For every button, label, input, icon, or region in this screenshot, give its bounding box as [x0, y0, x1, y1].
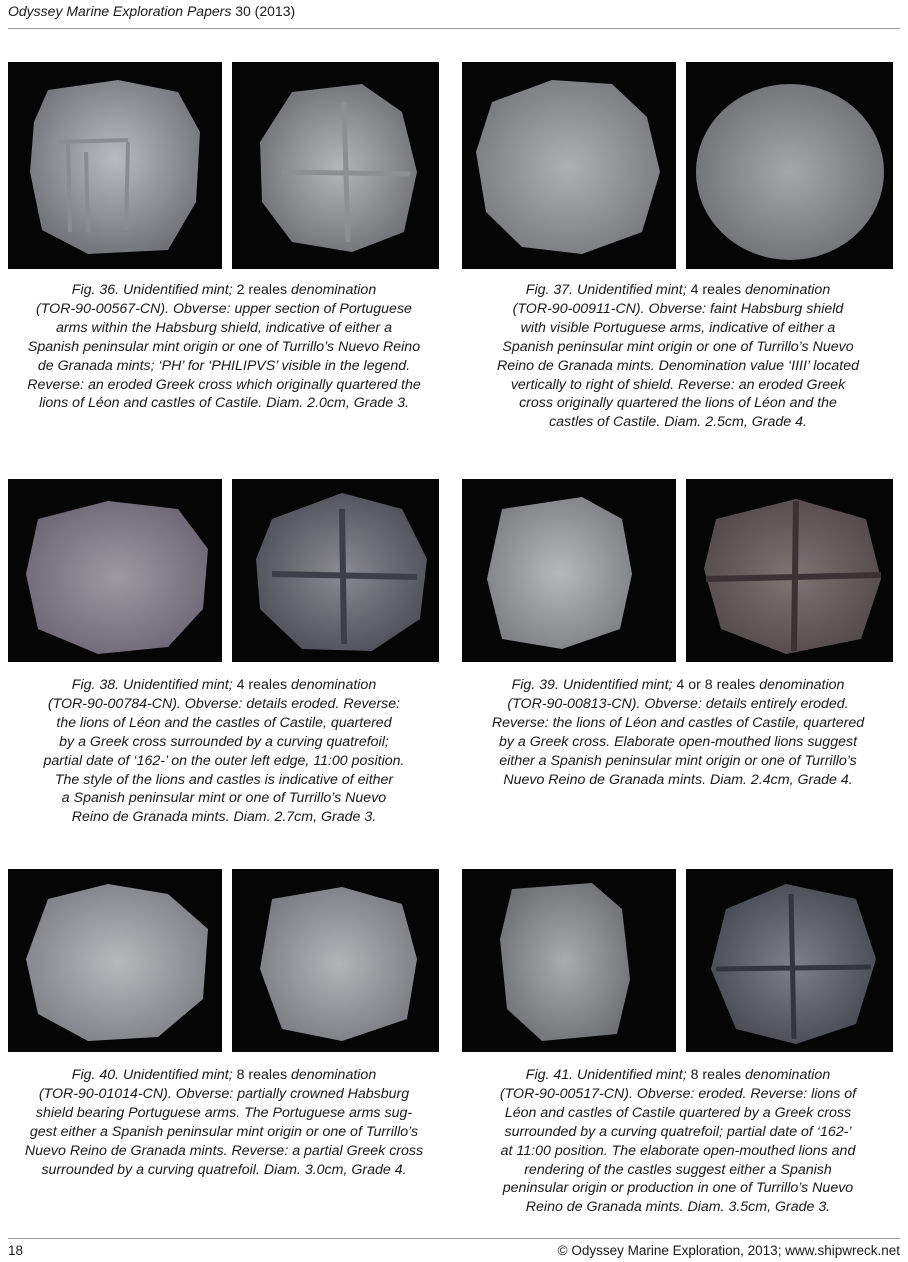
denomination-text: 8	[236, 1067, 245, 1083]
header-rule	[8, 28, 900, 29]
caption-text: Spanish peninsular mint origin or one of Turrillo’s Nuevo	[502, 338, 854, 355]
denomination-text: reales	[244, 1067, 288, 1083]
caption-text: either a Spanish peninsular mint origin or one of Turrillo’s	[499, 752, 857, 769]
fig37-obverse-photo	[462, 62, 676, 269]
caption-text: denomination	[755, 677, 845, 693]
denomination-text: reales	[698, 1067, 742, 1083]
page-number: 18	[8, 1243, 24, 1258]
caption-line	[460, 338, 896, 357]
caption-text: de Granada mints; ‘PH’ for ‘PHILIPVS’ visible in the legend.	[37, 357, 411, 374]
caption-line	[460, 1104, 896, 1123]
fig41-caption	[460, 1066, 896, 1217]
caption-text: with visible Portuguese arms, indicative of either a	[520, 319, 836, 336]
caption-text: surrounded by a curving quatrefoil; partial date of ‘162-’	[504, 1123, 852, 1140]
fig39-obverse-photo	[462, 479, 676, 662]
caption-text: Léon and castles of Castile quartered by a Greek cross	[504, 1104, 852, 1121]
caption-line	[6, 1104, 442, 1123]
caption-text: Reverse: the lions of Léon and castles of Castile, quartered	[491, 714, 865, 731]
denomination-text: 4	[236, 677, 245, 693]
fig38-caption	[6, 676, 442, 827]
caption-line	[460, 752, 896, 771]
caption-line	[6, 676, 442, 695]
caption-line	[460, 733, 896, 752]
caption-line	[6, 319, 442, 338]
caption-line	[6, 714, 442, 733]
fig39-caption	[460, 676, 896, 789]
caption-text: Fig. 39. Unidentified mint;	[511, 677, 677, 693]
caption-text: Fig. 40. Unidentified mint;	[71, 1067, 237, 1083]
caption-text: Fig. 41. Unidentified mint;	[525, 1067, 691, 1083]
caption-text: (TOR-90-00567-CN). Obverse: upper section of Portuguese	[36, 300, 412, 317]
denomination-text: reales	[698, 282, 742, 298]
caption-line	[6, 1085, 442, 1104]
denomination-text: reales	[712, 677, 756, 693]
caption-text: shield bearing Portuguese arms. The Portuguese arms sug-	[35, 1104, 413, 1121]
caption-text: at 11:00 position. The elaborate open-mouthed lions and	[500, 1142, 856, 1159]
footer-rule	[8, 1238, 900, 1239]
caption-line	[460, 300, 896, 319]
caption-line	[6, 281, 442, 300]
caption-text: (TOR-90-01014-CN). Obverse: partially crowned Habsburg	[38, 1085, 410, 1102]
denomination-text: reales	[244, 282, 288, 298]
denomination-text: 4	[690, 282, 699, 298]
caption-line	[460, 1085, 896, 1104]
fig39-reverse-photo	[686, 479, 893, 662]
caption-text: The style of the lions and castles is indicative of either	[54, 771, 394, 788]
journal-title: Odyssey Marine Exploration Papers	[8, 3, 232, 19]
caption-line	[6, 1142, 442, 1161]
denomination-text: 8	[690, 1067, 699, 1083]
caption-line	[6, 752, 442, 771]
caption-text: Fig. 37. Unidentified mint;	[525, 282, 691, 298]
denomination-text: 2	[236, 282, 245, 298]
caption-line	[6, 376, 442, 395]
caption-line	[6, 1123, 442, 1142]
caption-text: denomination	[741, 1067, 831, 1083]
denomination-text: 4 or 8	[676, 677, 713, 693]
caption-line	[460, 771, 896, 790]
running-header	[8, 3, 295, 19]
caption-line	[460, 281, 896, 300]
fig37-reverse-photo	[686, 62, 893, 269]
caption-line	[6, 1161, 442, 1180]
caption-line	[460, 376, 896, 395]
caption-text: vertically to right of shield. Reverse: an eroded Greek	[510, 376, 846, 393]
fig40-reverse-photo	[232, 869, 439, 1052]
caption-text: (TOR-90-00517-CN). Obverse: eroded. Reverse: lions of	[499, 1085, 857, 1102]
caption-line	[460, 394, 896, 413]
caption-text: rendering of the castles suggest either a Spanish	[524, 1161, 832, 1178]
fig36-obverse-photo	[8, 62, 222, 269]
caption-text: a Spanish peninsular mint or one of Turrillo’s Nuevo	[61, 790, 387, 807]
caption-line	[460, 413, 896, 432]
caption-text: by a Greek cross. Elaborate open-mouthed lions suggest	[498, 733, 858, 750]
caption-text: denomination	[741, 282, 831, 298]
caption-text: surrounded by a curving quatrefoil. Diam. 3.0cm, Grade 4.	[41, 1161, 407, 1178]
caption-text: Reverse: an eroded Greek cross which originally quartered the	[27, 376, 421, 393]
fig37-caption	[460, 281, 896, 432]
caption-text: lions of Léon and castles of Castile. Diam. 2.0cm, Grade 3.	[39, 395, 409, 412]
caption-line	[460, 714, 896, 733]
journal-issue: 30 (2013)	[235, 3, 296, 19]
caption-text: (TOR-90-00813-CN). Obverse: details entirely eroded.	[507, 695, 849, 712]
caption-text: Reino de Granada mints. Diam. 2.7cm, Grade 3.	[71, 809, 377, 826]
caption-text: Reino de Granada mints. Denomination value ‘IIII’ located	[497, 357, 859, 374]
fig36-caption	[6, 281, 442, 413]
fig40-caption	[6, 1066, 442, 1179]
fig40-obverse-photo	[8, 869, 222, 1052]
caption-line	[6, 300, 442, 319]
caption-text: castles of Castile. Diam. 2.5cm, Grade 4.	[549, 414, 807, 431]
caption-line	[460, 1179, 896, 1198]
caption-text: Nuevo Reino de Granada mints. Diam. 2.4cm, Grade 4.	[503, 771, 853, 788]
caption-line	[6, 338, 442, 357]
caption-text: gest either a Spanish peninsular mint origin or one of Turrillo’s	[29, 1123, 419, 1140]
caption-line	[6, 733, 442, 752]
caption-line	[460, 1066, 896, 1085]
caption-text: cross originally quartered the lions of Léon and the	[519, 395, 837, 412]
fig38-reverse-photo	[232, 479, 439, 662]
caption-line	[460, 1198, 896, 1217]
caption-text: arms within the Habsburg shield, indicative of either a	[56, 319, 392, 336]
caption-line	[460, 676, 896, 695]
fig38-obverse-photo	[8, 479, 222, 662]
caption-text: denomination	[287, 677, 377, 693]
caption-text: denomination	[287, 282, 377, 298]
caption-line	[6, 789, 442, 808]
caption-text: peninsular origin or production in one of Turrillo’s Nuevo	[502, 1180, 854, 1197]
caption-text: denomination	[287, 1067, 377, 1083]
caption-line	[6, 357, 442, 376]
caption-line	[460, 357, 896, 376]
copyright-notice: © Odyssey Marine Exploration, 2013; www.shipwreck.net	[557, 1243, 900, 1258]
caption-text: partial date of ‘162-’ on the outer left edge, 11:00 position.	[43, 752, 405, 769]
caption-line	[460, 1161, 896, 1180]
caption-line	[460, 1123, 896, 1142]
caption-line	[6, 808, 442, 827]
caption-text: Nuevo Reino de Granada mints. Reverse: a partial Greek cross	[24, 1142, 424, 1159]
caption-line	[6, 1066, 442, 1085]
caption-text: the lions of Léon and the castles of Castile, quartered	[56, 714, 392, 731]
caption-text: Reino de Granada mints. Diam. 3.5cm, Grade 3.	[525, 1199, 831, 1216]
caption-line	[6, 394, 442, 413]
caption-text: by a Greek cross surrounded by a curving quatrefoil;	[59, 733, 389, 750]
caption-line	[6, 771, 442, 790]
caption-line	[6, 695, 442, 714]
caption-text: (TOR-90-00784-CN). Obverse: details eroded. Reverse:	[47, 695, 401, 712]
fig41-reverse-photo	[686, 869, 893, 1052]
caption-line	[460, 319, 896, 338]
fig41-obverse-photo	[462, 869, 676, 1052]
fig36-reverse-photo	[232, 62, 439, 269]
caption-text: Spanish peninsular mint origin or one of Turrillo’s Nuevo Reino	[27, 338, 421, 355]
caption-text: Fig. 38. Unidentified mint;	[71, 677, 237, 693]
caption-text: Fig. 36. Unidentified mint;	[71, 282, 237, 298]
caption-line	[460, 695, 896, 714]
denomination-text: reales	[244, 677, 288, 693]
caption-text: (TOR-90-00911-CN). Obverse: faint Habsburg shield	[512, 300, 844, 317]
caption-line	[460, 1142, 896, 1161]
